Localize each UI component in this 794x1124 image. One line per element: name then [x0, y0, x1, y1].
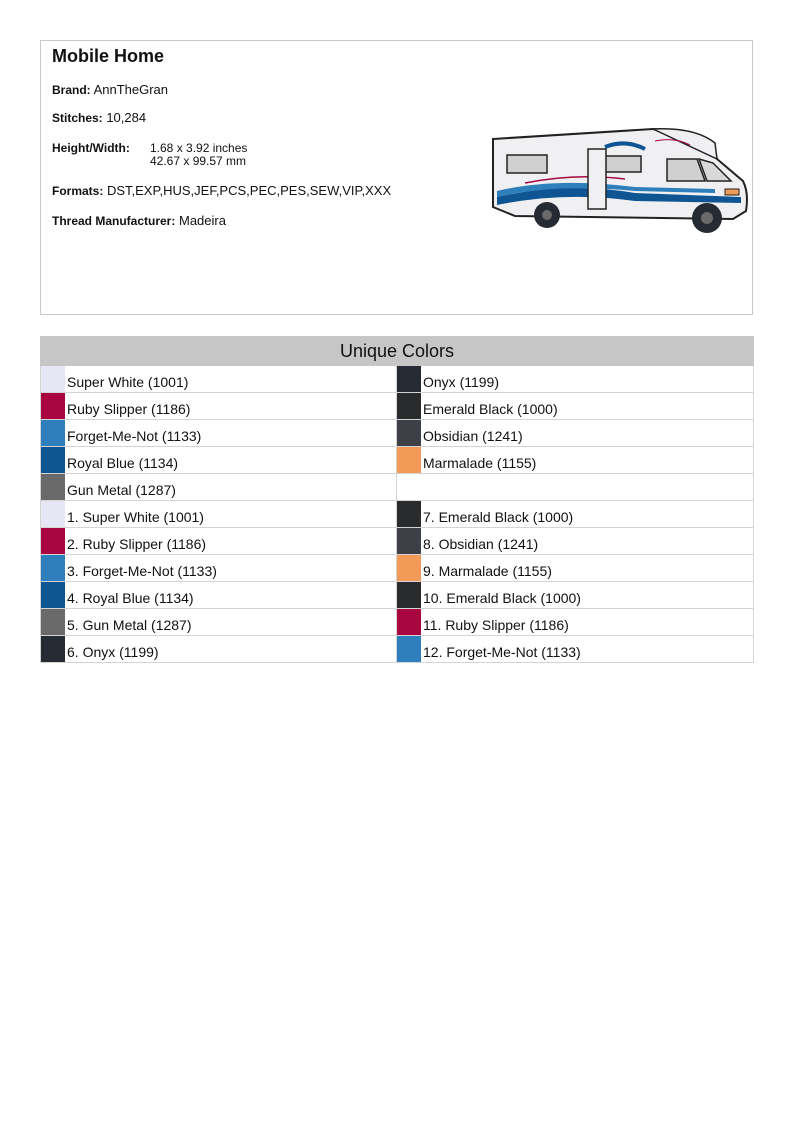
- color-row: [40, 555, 754, 582]
- color-name: 9. Marmalade (1155): [423, 563, 552, 579]
- color-cell: [40, 528, 397, 554]
- color-swatch: [41, 582, 65, 608]
- color-row: [40, 420, 754, 447]
- color-cell: [397, 501, 754, 527]
- color-swatch: [397, 393, 421, 419]
- color-swatch: [41, 366, 65, 392]
- height-width-inches: 1.68 x 3.92 inches: [150, 141, 248, 155]
- color-swatch: [397, 609, 421, 635]
- color-row: [40, 501, 754, 528]
- color-name: 1. Super White (1001): [67, 509, 204, 525]
- color-cell: [40, 501, 397, 527]
- color-cell: [397, 447, 754, 473]
- color-name: Emerald Black (1000): [423, 401, 558, 417]
- design-title: Mobile Home: [52, 46, 165, 66]
- height-width-line: [52, 141, 130, 155]
- color-name: 4. Royal Blue (1134): [67, 590, 194, 606]
- color-swatch: [397, 501, 421, 527]
- color-cell: [397, 555, 754, 581]
- stitches-label: Stitches:: [52, 111, 103, 125]
- color-cell: [40, 636, 397, 662]
- color-swatch: [397, 528, 421, 554]
- color-name: Marmalade (1155): [423, 455, 537, 471]
- formats-label: Formats:: [52, 184, 104, 198]
- color-row: [40, 609, 754, 636]
- color-cell: [397, 609, 754, 635]
- color-name: 2. Ruby Slipper (1186): [67, 536, 207, 552]
- color-row: [40, 636, 754, 663]
- color-cell: [40, 609, 397, 635]
- color-row: [40, 393, 754, 420]
- unique-colors-header: Unique Colors: [40, 336, 754, 366]
- color-name: 6. Onyx (1199): [67, 644, 159, 660]
- color-cell: [397, 366, 754, 392]
- color-cell: [40, 393, 397, 419]
- color-row: [40, 528, 754, 555]
- color-cell: [397, 393, 754, 419]
- height-width-mm: 42.67 x 99.57 mm: [150, 154, 247, 168]
- color-name: Obsidian (1241): [423, 428, 523, 444]
- unique-colors-table: [40, 336, 754, 663]
- color-name: Ruby Slipper (1186): [67, 401, 191, 417]
- color-swatch: [397, 582, 421, 608]
- height-width-label: Height/Width:: [52, 141, 130, 155]
- color-cell: [397, 420, 754, 446]
- color-name: Gun Metal (1287): [67, 482, 176, 498]
- brand-label: Brand:: [52, 83, 91, 97]
- color-cell: [40, 555, 397, 581]
- color-swatch: [41, 420, 65, 446]
- color-name: 7. Emerald Black (1000): [423, 509, 574, 525]
- color-sequence-rows: [40, 501, 754, 663]
- stitches-value: 10,284: [106, 110, 147, 125]
- color-name: Forget-Me-Not (1133): [67, 428, 202, 444]
- color-swatch: [41, 474, 65, 500]
- color-name: Super White (1001): [67, 374, 189, 390]
- color-name: 8. Obsidian (1241): [423, 536, 539, 552]
- design-info-box: [40, 40, 753, 315]
- color-name: 5. Gun Metal (1287): [67, 617, 192, 633]
- color-cell: [40, 447, 397, 473]
- color-swatch: [41, 609, 65, 635]
- color-swatch: [397, 420, 421, 446]
- color-name: 3. Forget-Me-Not (1133): [67, 563, 217, 579]
- color-cell: [40, 420, 397, 446]
- color-swatch: [41, 447, 65, 473]
- color-cell: [40, 366, 397, 392]
- height-width-values: [150, 142, 247, 168]
- color-swatch: [41, 501, 65, 527]
- color-cell: [397, 636, 754, 662]
- color-swatch: [41, 393, 65, 419]
- mobile-home-image: [485, 119, 750, 236]
- thread-value: Madeira: [178, 213, 226, 228]
- color-row: [40, 582, 754, 609]
- color-swatch: [41, 636, 65, 662]
- thread-label: Thread Manufacturer:: [52, 214, 176, 228]
- thread-line: [52, 214, 226, 228]
- color-cell: [397, 582, 754, 608]
- formats-value: DST,EXP,HUS,JEF,PCS,PEC,PES,SEW,VIP,XXX: [106, 183, 392, 198]
- color-swatch: [41, 528, 65, 554]
- formats-line: [52, 184, 391, 198]
- color-cell: [40, 474, 397, 500]
- brand-line: [52, 83, 168, 97]
- color-swatch: [41, 555, 65, 581]
- color-name: 10. Emerald Black (1000): [423, 590, 581, 606]
- color-row: [40, 366, 754, 393]
- color-swatch: [397, 366, 421, 392]
- brand-value: AnnTheGran: [93, 82, 169, 97]
- color-row: [40, 447, 754, 474]
- color-row: [40, 474, 754, 501]
- color-name: Onyx (1199): [423, 374, 499, 390]
- color-swatch: [397, 636, 421, 662]
- color-name: 12. Forget-Me-Not (1133): [423, 644, 581, 660]
- color-cell: [40, 582, 397, 608]
- empty-color-cell: [397, 474, 754, 500]
- color-name: Royal Blue (1134): [67, 455, 179, 471]
- stitches-line: [52, 111, 146, 125]
- unique-colors-rows: [40, 366, 754, 501]
- color-swatch: [397, 447, 421, 473]
- color-name: 11. Ruby Slipper (1186): [423, 617, 569, 633]
- color-cell: [397, 528, 754, 554]
- color-swatch: [397, 555, 421, 581]
